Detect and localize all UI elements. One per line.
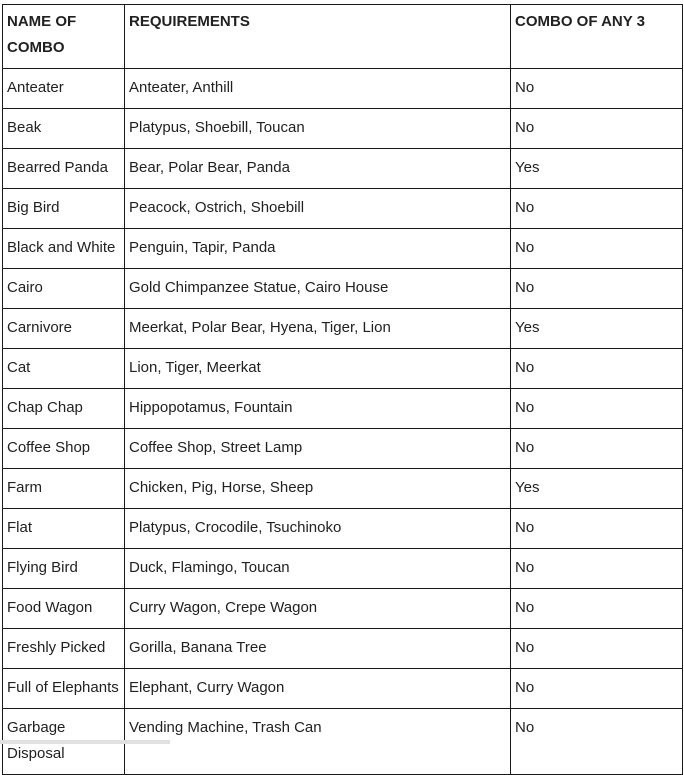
combo-name-cell: Coffee Shop xyxy=(3,429,125,469)
combo-name-cell: Bearred Panda xyxy=(3,149,125,189)
table-row xyxy=(3,389,683,429)
table-row xyxy=(3,589,683,629)
requirements-cell: Elephant, Curry Wagon xyxy=(125,669,511,709)
table-row xyxy=(3,429,683,469)
combo-name-cell: Anteater xyxy=(3,69,125,109)
any3-cell: No xyxy=(511,189,683,229)
table-row xyxy=(3,309,683,349)
any3-cell: No xyxy=(511,669,683,709)
table-row xyxy=(3,109,683,149)
requirements-cell: Lion, Tiger, Meerkat xyxy=(125,349,511,389)
requirements-cell: Platypus, Shoebill, Toucan xyxy=(125,109,511,149)
requirements-cell: Hippopotamus, Fountain xyxy=(125,389,511,429)
any3-cell: Yes xyxy=(511,149,683,189)
any3-cell: No xyxy=(511,589,683,629)
requirements-cell: Duck, Flamingo, Toucan xyxy=(125,549,511,589)
requirements-cell: Chicken, Pig, Horse, Sheep xyxy=(125,469,511,509)
combo-name-cell: Flat xyxy=(3,509,125,549)
any3-cell: Yes xyxy=(511,309,683,349)
combo-table xyxy=(2,4,683,775)
table-row xyxy=(3,269,683,309)
table-row xyxy=(3,229,683,269)
combo-name-cell: Food Wagon xyxy=(3,589,125,629)
table-row xyxy=(3,69,683,109)
table-row xyxy=(3,549,683,589)
header-requirements: REQUIREMENTS xyxy=(125,5,511,69)
requirements-cell: Coffee Shop, Street Lamp xyxy=(125,429,511,469)
requirements-cell: Anteater, Anthill xyxy=(125,69,511,109)
requirements-cell: Curry Wagon, Crepe Wagon xyxy=(125,589,511,629)
any3-cell: No xyxy=(511,229,683,269)
any3-cell: Yes xyxy=(511,469,683,509)
combo-name-cell: Cairo xyxy=(3,269,125,309)
requirements-cell: Gorilla, Banana Tree xyxy=(125,629,511,669)
header-row xyxy=(3,5,683,69)
requirements-cell: Gold Chimpanzee Statue, Cairo House xyxy=(125,269,511,309)
combo-name-cell: Beak xyxy=(3,109,125,149)
any3-cell: No xyxy=(511,269,683,309)
requirements-cell: Penguin, Tapir, Panda xyxy=(125,229,511,269)
any3-cell: No xyxy=(511,109,683,149)
table-row xyxy=(3,629,683,669)
table-row xyxy=(3,149,683,189)
any3-cell: No xyxy=(511,349,683,389)
header-any3: COMBO OF ANY 3 xyxy=(511,5,683,69)
table-row xyxy=(3,469,683,509)
combo-name-cell: Full of Elephants xyxy=(3,669,125,709)
table-row xyxy=(3,349,683,389)
combo-name-cell: Chap Chap xyxy=(3,389,125,429)
requirements-cell: Platypus, Crocodile, Tsuchinoko xyxy=(125,509,511,549)
table-row xyxy=(3,189,683,229)
any3-cell: No xyxy=(511,429,683,469)
combo-name-cell: Flying Bird xyxy=(3,549,125,589)
any3-cell: No xyxy=(511,549,683,589)
table-row xyxy=(3,669,683,709)
table-row xyxy=(3,509,683,549)
horizontal-scrollbar[interactable] xyxy=(0,740,170,744)
requirements-cell: Meerkat, Polar Bear, Hyena, Tiger, Lion xyxy=(125,309,511,349)
combo-name-cell: Black and White xyxy=(3,229,125,269)
header-name: NAME OF COMBO xyxy=(3,5,125,69)
combo-name-cell: Garbage Disposal xyxy=(3,709,125,775)
combo-name-cell: Freshly Picked xyxy=(3,629,125,669)
any3-cell: No xyxy=(511,509,683,549)
combo-name-cell: Big Bird xyxy=(3,189,125,229)
requirements-cell: Peacock, Ostrich, Shoebill xyxy=(125,189,511,229)
requirements-cell: Bear, Polar Bear, Panda xyxy=(125,149,511,189)
any3-cell: No xyxy=(511,389,683,429)
any3-cell: No xyxy=(511,709,683,775)
any3-cell: No xyxy=(511,629,683,669)
combo-name-cell: Cat xyxy=(3,349,125,389)
combo-name-cell: Farm xyxy=(3,469,125,509)
requirements-cell: Vending Machine, Trash Can xyxy=(125,709,511,775)
combo-name-cell: Carnivore xyxy=(3,309,125,349)
any3-cell: No xyxy=(511,69,683,109)
